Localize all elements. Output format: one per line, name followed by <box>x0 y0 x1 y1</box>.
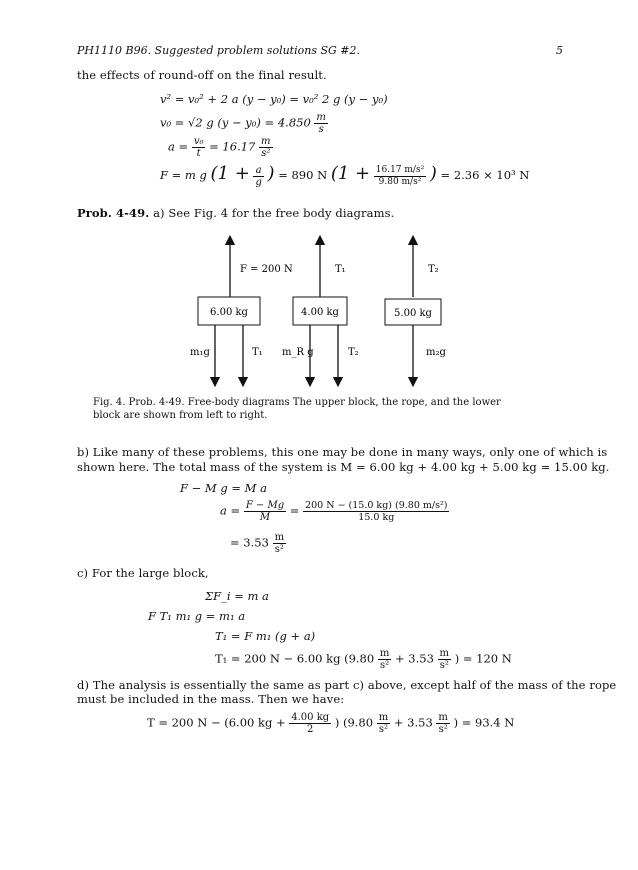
t1-mid: + 3.53 <box>394 651 434 666</box>
problem-text: a) See Fig. 4 for the free body diagrams. <box>153 206 395 220</box>
accel-result: = 3.53 <box>230 535 269 550</box>
frac-den: 15.0 kg <box>358 512 395 523</box>
t1-rhs: ) = 120 N <box>454 651 512 666</box>
box3-label: 5.00 kg <box>394 308 432 319</box>
unit-num: m <box>439 648 450 659</box>
unit-den: s <box>318 124 324 135</box>
frac-num: 200 N − (15.0 kg) (9.80 m/s²) <box>305 500 448 511</box>
frac-den: t <box>196 148 201 159</box>
box2-label: 4.00 kg <box>301 307 339 318</box>
unit-num: m <box>438 712 448 723</box>
equation-newton-system: F − M g = M a <box>180 481 267 495</box>
fraction-half-rope <box>289 712 331 735</box>
unit-fraction <box>378 648 391 671</box>
equals: = <box>289 503 300 518</box>
force-lhs: F = m g <box>160 168 207 182</box>
intro-line: the effects of round-off on the final result. <box>77 68 327 82</box>
frac-num: a <box>253 165 263 177</box>
t-rhs: ) = 93.4 N <box>453 715 515 730</box>
problem-heading <box>77 206 394 220</box>
page-header: PH1110 B96. Suggested problem solutions SG #2. <box>77 44 360 57</box>
frac-den: 9.80 m/s² <box>378 176 422 187</box>
unit-num: m <box>274 532 285 543</box>
arrow3-label: T₂ <box>428 264 439 275</box>
unit-den: s² <box>274 544 284 555</box>
paren-close: ) <box>267 163 275 184</box>
part-d-line2: must be included in the mass. Then we have: <box>77 692 345 706</box>
paren-close-2: ) <box>429 163 437 184</box>
down3-label: m_R g <box>282 347 314 358</box>
fraction-numeric <box>303 500 449 523</box>
part-b-line2: shown here. The total mass of the system is M = 6.00 kg + 4.00 kg + 5.00 kg = 15.00 kg. <box>77 460 610 474</box>
unit-den: s² <box>378 724 389 735</box>
accel-lhs: a = <box>220 503 241 518</box>
page-number: 5 <box>556 44 563 57</box>
frac-num: F − Mg <box>245 500 285 511</box>
unit-den: s² <box>439 660 449 671</box>
fraction-a-g <box>253 165 263 188</box>
fraction-v0-t <box>192 136 206 159</box>
down2-label: T₁ <box>252 347 263 358</box>
box1-label: 6.00 kg <box>210 307 248 318</box>
frac-den: M <box>259 512 271 523</box>
figure-caption-2: block are shown from left to right. <box>93 410 268 421</box>
unit-fraction <box>259 136 272 159</box>
unit-den: s² <box>438 724 448 735</box>
part-d-line1: d) The analysis is essentially the same as part c) above, except half of the mass of the rope <box>77 678 617 692</box>
free-body-figure <box>180 232 470 390</box>
equation-block-force: F T₁ m₁ g = m₁ a <box>148 609 246 623</box>
unit-num: m <box>261 136 271 147</box>
unit-fraction <box>314 112 327 135</box>
equation-sum-forces: ΣF_i = m a <box>205 589 269 603</box>
unit-fraction-2 <box>436 712 449 735</box>
down1-label: m₁g <box>190 347 210 358</box>
equation-t-rope <box>147 712 514 735</box>
unit-num: m <box>378 712 389 723</box>
part-b-line1: b) Like many of these problems, this one may be done in many ways, only one of which is <box>77 445 608 459</box>
equation-accel-b <box>220 500 449 523</box>
fraction-inner <box>374 165 426 188</box>
equation-force <box>160 163 529 188</box>
frac-num: 16.17 m/s² <box>375 164 425 175</box>
problem-label: Prob. 4-49. <box>77 206 150 220</box>
arrow1-label: F = 200 N <box>240 264 293 275</box>
paren-open-2: (1 + <box>330 163 371 184</box>
unit-den: s² <box>380 660 390 671</box>
equation-kinematics: v² = v₀² + 2 a (y − y₀) = v₀² 2 g (y − y₀) <box>160 92 388 106</box>
equation-t1: T₁ = F m₁ (g + a) <box>215 629 316 643</box>
frac-num: v₀ <box>193 136 204 147</box>
paren-open: (1 + <box>210 163 250 184</box>
t1-lhs: T₁ = 200 N − 6.00 kg (9.80 <box>215 651 375 666</box>
t-mid: ) (9.80 <box>334 715 374 730</box>
equation-accel-result <box>230 532 286 555</box>
unit-fraction-2 <box>438 648 451 671</box>
frac-den: 2 <box>307 724 314 735</box>
force-result: = 2.36 × 10³ N <box>440 168 530 182</box>
fraction-force-mass <box>244 500 286 523</box>
unit-num: m <box>316 112 326 123</box>
force-mid: = 890 N <box>278 168 328 182</box>
frac-num: 4.00 kg <box>291 712 330 723</box>
equation-accel-lhs: a = <box>168 139 189 154</box>
unit-den: s² <box>261 148 271 159</box>
part-c-line: c) For the large block, <box>77 566 209 580</box>
down5-label: m₂g <box>426 347 446 358</box>
unit-fraction <box>377 712 390 735</box>
equation-t1-numeric <box>215 648 512 671</box>
unit-fraction <box>273 532 286 555</box>
equation-v0-lhs: v₀ = √2 g (y − y₀) = 4.850 <box>160 115 311 130</box>
frac-den: g <box>255 176 262 188</box>
t-mid2: + 3.53 <box>393 715 433 730</box>
equation-accel-rhs: = 16.17 <box>209 139 256 154</box>
unit-num: m <box>379 648 390 659</box>
equation-accel <box>168 136 273 159</box>
arrow2-label: T₁ <box>335 264 346 275</box>
t-lhs: T = 200 N − (6.00 kg + <box>147 715 286 730</box>
down4-label: T₂ <box>348 347 359 358</box>
figure-caption-1: Fig. 4. Prob. 4-49. Free-body diagrams The upper block, the rope, and the lower <box>93 397 501 408</box>
equation-v0 <box>160 112 328 135</box>
